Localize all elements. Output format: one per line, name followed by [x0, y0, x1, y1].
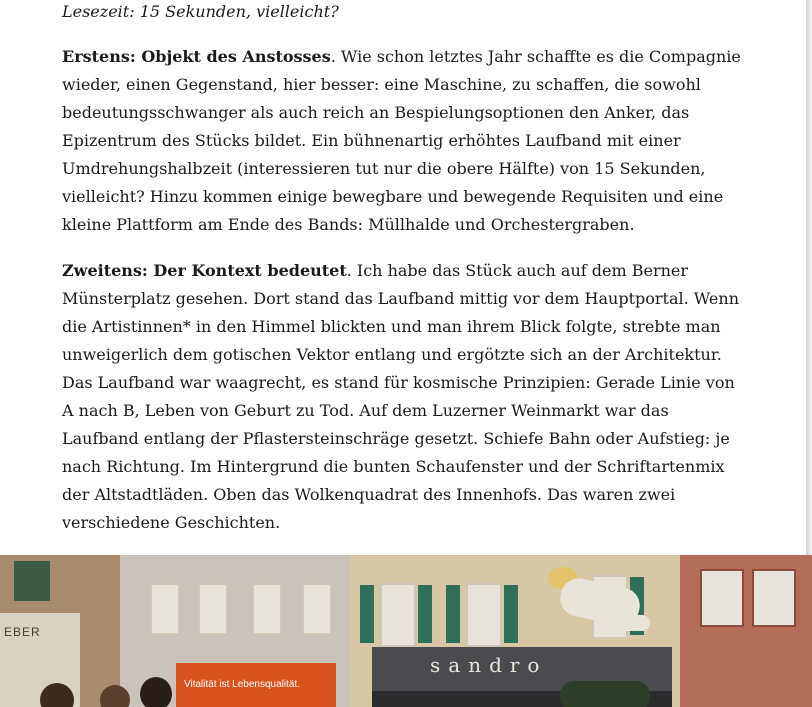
paragraph-2-heading: Zweitens: Der Kontext bedeutet — [62, 261, 347, 280]
green-shutter — [360, 585, 374, 643]
reading-time-lede: Lesezeit: 15 Sekunden, vielleicht? — [62, 2, 339, 21]
window — [150, 583, 180, 635]
paragraph-1-heading: Erstens: Objekt des Anstosses — [62, 47, 331, 66]
window — [198, 583, 228, 635]
green-shutter — [504, 585, 518, 643]
window — [252, 583, 282, 635]
banner-text: Vitalität ist Lebensqualität. — [184, 679, 301, 690]
content-edge-shadow — [806, 0, 812, 555]
paragraph-1-text: . Wie schon letztes Jahr schaffte es die Compagnie wieder, einen Gegenstand, hier besser: eine Maschine, zu schaffen, die sowohl bedeutungsschwanger als auch reich an Bespielungsoptionen den Anker, das Epizentrum des Stücks bildet. Ein bühnenartig erhöhtes Laufband mit einer Umdrehungshalbzeit (interessieren tut nur die obere Hälfte) von 15 Sekunden, vielleicht? Hinzu kommen einige bewegbare und bewegende Requisiten und eine kleine Plattform am Ende des Bands: Müllhalde und Orchestergraben. — [62, 47, 741, 234]
spectator — [140, 677, 172, 707]
window — [700, 569, 744, 627]
paragraph-2 — [62, 257, 742, 537]
stage-equipment — [560, 681, 650, 707]
window — [466, 583, 502, 647]
spectator — [100, 685, 130, 707]
performance-photo — [0, 555, 812, 707]
performer-legs — [610, 615, 650, 631]
paragraph-2-text: . Ich habe das Stück auch auf dem Berner Münsterplatz gesehen. Dort stand das Laufband mittig vor dem Hauptportal. Wenn die Artistinnen* in den Himmel blickten und man ihrem Blick folgte, strebte man unweigerlich dem gotischen Vektor entlang und ergötzte sich an der Architektur. Das Laufband war waagrecht, es stand für kosmische Prinzipien: Gerade Linie von A nach B, Leben von Geburt zu Tod. Auf dem Luzerner Weinmarkt war das Laufband entlang der Pflastersteinschräge gesetzt. Schiefe Bahn oder Aufstieg: je nach Richtung. Im Hintergrund die bunten Schaufenster und der Schriftartenmix der Altstadtläden. Oben das Wolkenquadrat des Innenhofs. Das waren zwei verschiedene Geschichten. — [62, 261, 739, 532]
green-shutter — [418, 585, 432, 643]
left-window — [14, 561, 50, 601]
window — [380, 583, 416, 647]
left-store-sign: EBER — [4, 625, 41, 639]
green-shutter — [446, 585, 460, 643]
window — [302, 583, 332, 635]
paragraph-1 — [62, 43, 742, 239]
shop-sign-text: sandro — [430, 653, 548, 677]
window — [752, 569, 796, 627]
